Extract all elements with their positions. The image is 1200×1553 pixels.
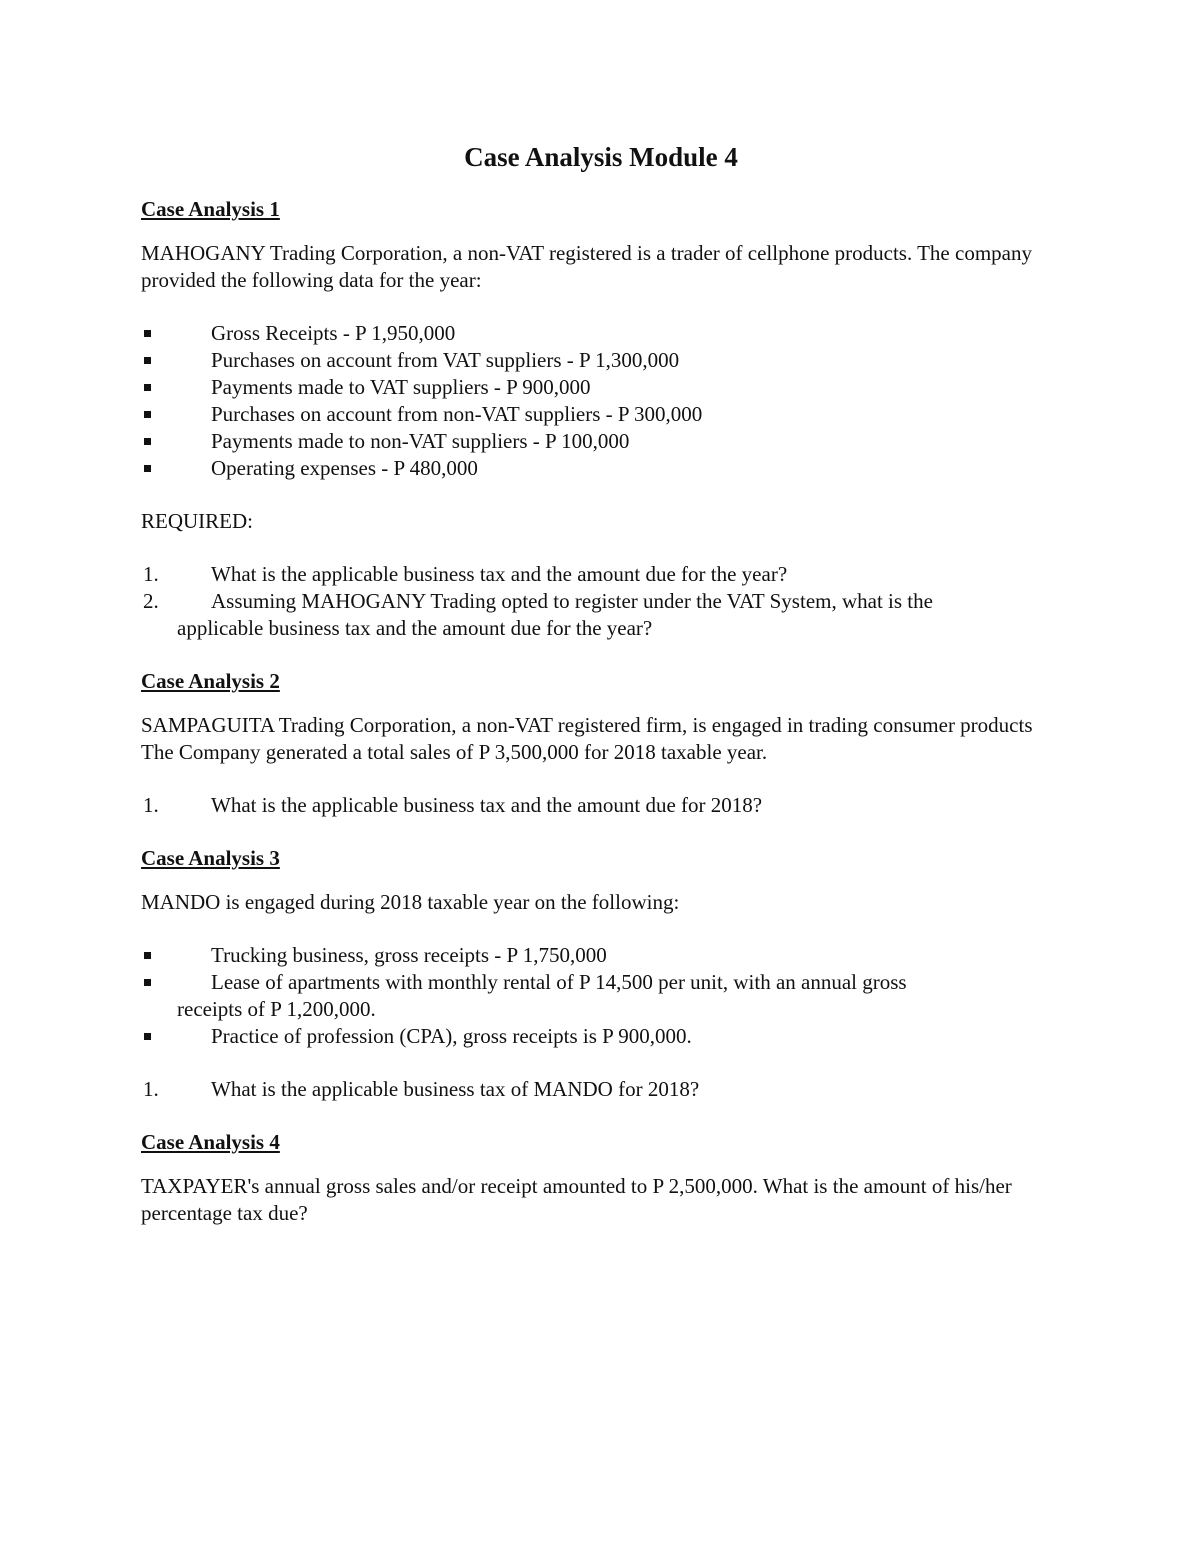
square-bullet-icon <box>144 330 151 337</box>
list-item: Payments made to non-VAT suppliers - P 100,000 <box>141 428 1061 455</box>
case-1-required-label: REQUIRED: <box>141 509 253 533</box>
case-3-intro: MANDO is engaged during 2018 taxable year on the following: <box>141 890 680 914</box>
list-item: 1. What is the applicable business tax of MANDO for 2018? <box>143 1077 700 1101</box>
case-1-intro: MAHOGANY Trading Corporation, a non-VAT registered is a trader of cellphone products. The company provided the following data for the year: <box>141 241 1032 292</box>
case-4-intro: TAXPAYER's annual gross sales and/or receipt amounted to P 2,500,000. What is the amount of his/her percentage tax due? <box>141 1174 1012 1225</box>
question-number: 2. <box>143 589 159 613</box>
case-3-questions <box>141 1076 1061 1103</box>
case-3-heading: Case Analysis 3 <box>141 846 280 870</box>
square-bullet-icon <box>144 952 151 959</box>
list-item: Operating expenses - P 480,000 <box>141 455 1061 482</box>
square-bullet-icon <box>144 384 151 391</box>
list-item: Purchases on account from VAT suppliers - P 1,300,000 <box>141 347 1061 374</box>
list-item: Purchases on account from non-VAT suppliers - P 300,000 <box>141 401 1061 428</box>
list-item: Lease of apartments with monthly rental of P 14,500 per unit, with an annual gross receipts of P 1,200,000. <box>141 969 1061 1023</box>
question-number: 1. <box>143 1077 159 1101</box>
square-bullet-icon <box>144 1033 151 1040</box>
case-4-heading: Case Analysis 4 <box>141 1130 280 1154</box>
question-number: 1. <box>143 793 159 817</box>
question-number: 1. <box>143 562 159 586</box>
case-1-questions <box>141 561 1061 642</box>
list-item: Payments made to VAT suppliers - P 900,000 <box>141 374 1061 401</box>
case-1-data-list <box>141 320 1061 482</box>
list-item: Practice of profession (CPA), gross receipts is P 900,000. <box>141 1023 1061 1050</box>
square-bullet-icon <box>144 357 151 364</box>
case-3-activity-list <box>141 942 1061 1050</box>
square-bullet-icon <box>144 411 151 418</box>
document-title: Case Analysis Module 4 <box>464 142 738 172</box>
case-2-heading: Case Analysis 2 <box>141 669 280 693</box>
case-2-questions <box>141 792 1061 819</box>
list-item: Trucking business, gross receipts - P 1,750,000 <box>141 942 1061 969</box>
case-1-heading: Case Analysis 1 <box>141 197 280 221</box>
square-bullet-icon <box>144 465 151 472</box>
document-page <box>141 140 1061 1253</box>
square-bullet-icon <box>144 438 151 445</box>
square-bullet-icon <box>144 979 151 986</box>
list-item: 1. What is the applicable business tax and the amount due for the year? <box>143 562 788 586</box>
list-item: 1. What is the applicable business tax and the amount due for 2018? <box>143 793 763 817</box>
case-2-intro: SAMPAGUITA Trading Corporation, a non-VAT registered firm, is engaged in trading consumer products The Company generated a total sales of P 3,500,000 for 2018 taxable year. <box>141 713 1033 764</box>
list-item: 2. Assuming MAHOGANY Trading opted to register under the VAT System, what is the applicable business tax and the amount due for the year? <box>143 589 933 640</box>
list-item: Gross Receipts - P 1,950,000 <box>141 320 1061 347</box>
